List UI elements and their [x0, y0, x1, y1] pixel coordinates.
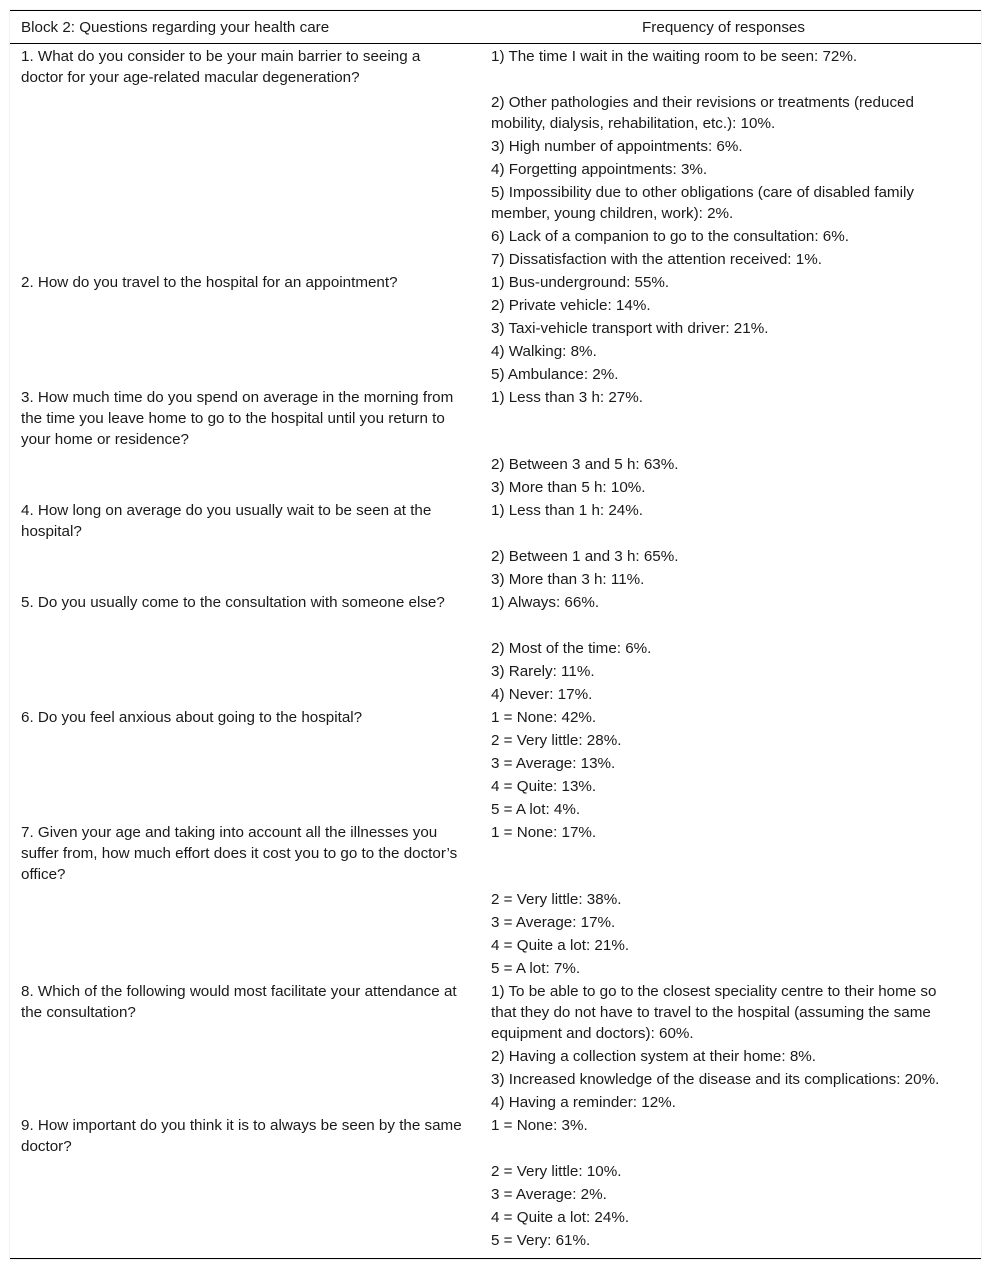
row-spacer: [491, 845, 951, 889]
survey-table: [10, 10, 981, 1259]
answer: 2) Other pathologies and their revisions or treatments (reduced mobility, dialysis, rehabilitation, etc.): 10%.: [491, 94, 914, 132]
answer: 1) Bus-underground: 55%.: [491, 274, 670, 291]
answer: 3 = Average: 13%.: [491, 755, 616, 772]
header-question-column: Block 2: Questions regarding your health care: [21, 18, 330, 36]
table-row: [10, 981, 981, 1115]
answer: 3) Increased knowledge of the disease and its complications: 20%.: [491, 1071, 940, 1088]
table-header: [10, 11, 981, 44]
row-spacer: [491, 410, 951, 454]
answer: 4) Forgetting appointments: 3%.: [491, 161, 708, 178]
question-cell: 8. Which of the following would most facilitate your attendance at the consultation?: [21, 983, 457, 1021]
question-cell: 3. How much time do you spend on average in the morning from the time you leave home to go to the hospital until you return to your home or residence?: [21, 389, 454, 448]
response-cell: [480, 272, 981, 387]
answer: 1) Always: 66%.: [491, 594, 600, 611]
answer: 3 = Average: 17%.: [491, 914, 616, 931]
answer: 4) Having a reminder: 12%.: [491, 1094, 676, 1111]
answer: 1) To be able to go to the closest speciality centre to their home so that they do not have to travel to the hospital (assuming the same equipment and doctors): 60%.: [491, 983, 937, 1042]
question-cell: 6. Do you feel anxious about going to the hospital?: [21, 709, 363, 726]
answer: 5 = Very: 61%.: [491, 1232, 591, 1249]
answer: 2) Between 1 and 3 h: 65%.: [491, 548, 679, 565]
table-body: [10, 44, 981, 1258]
answer: 1) Less than 1 h: 24%.: [491, 502, 643, 519]
response-cell: [480, 707, 981, 822]
answer: 4) Never: 17%.: [491, 686, 593, 703]
row-spacer: [491, 615, 951, 638]
answer: 1 = None: 17%.: [491, 824, 597, 841]
answer: 2 = Very little: 38%.: [491, 891, 622, 908]
answer: 5 = A lot: 4%.: [491, 801, 581, 818]
answer: 3) High number of appointments: 6%.: [491, 138, 743, 155]
answer: 2 = Very little: 28%.: [491, 732, 622, 749]
answer: 6) Lack of a companion to go to the consultation: 6%.: [491, 228, 849, 245]
question-cell: 5. Do you usually come to the consultation with someone else?: [21, 594, 445, 611]
question-cell: 7. Given your age and taking into account all the illnesses you suffer from, how much effort does it cost you to go to the doctor’s office?: [21, 824, 458, 883]
response-cell: [480, 46, 981, 272]
response-cell: [480, 1115, 981, 1253]
answer: 5) Ambulance: 2%.: [491, 366, 619, 383]
row-spacer: [491, 1138, 951, 1161]
table-row: [10, 822, 981, 981]
answer: 2) Private vehicle: 14%.: [491, 297, 651, 314]
answer: 2) Having a collection system at their home: 8%.: [491, 1048, 816, 1065]
answer: 3) Taxi-vehicle transport with driver: 21%.: [491, 320, 769, 337]
answer: 2) Between 3 and 5 h: 63%.: [491, 456, 679, 473]
answer: 2) Most of the time: 6%.: [491, 640, 652, 657]
answer: 3) More than 3 h: 11%.: [491, 571, 645, 588]
table-row: [10, 707, 981, 822]
table-row: [10, 1115, 981, 1253]
answer: 1 = None: 3%.: [491, 1117, 588, 1134]
answer: 1) The time I wait in the waiting room to be seen: 72%.: [491, 48, 858, 65]
table-row: [10, 272, 981, 387]
response-cell: [480, 822, 981, 981]
question-cell: 9. How important do you think it is to always be seen by the same doctor?: [21, 1117, 462, 1155]
answer: 7) Dissatisfaction with the attention received: 1%.: [491, 251, 822, 268]
row-spacer: [491, 523, 951, 546]
answer: 4 = Quite: 13%.: [491, 778, 597, 795]
answer: 2 = Very little: 10%.: [491, 1163, 622, 1180]
question-cell: 1. What do you consider to be your main barrier to seeing a doctor for your age-related macular degeneration?: [21, 48, 421, 86]
answer: 3 = Average: 2%.: [491, 1186, 607, 1203]
table-row: [10, 46, 981, 272]
answer: 3) Rarely: 11%.: [491, 663, 595, 680]
row-spacer: [491, 69, 951, 92]
answer: 3) More than 5 h: 10%.: [491, 479, 646, 496]
response-cell: [480, 981, 981, 1115]
answer: 4 = Quite a lot: 24%.: [491, 1209, 630, 1226]
table-row: [10, 387, 981, 500]
answer: 1) Less than 3 h: 27%.: [491, 389, 643, 406]
answer: 1 = None: 42%.: [491, 709, 597, 726]
table-row: [10, 592, 981, 707]
response-cell: [480, 592, 981, 707]
question-cell: 2. How do you travel to the hospital for an appointment?: [21, 274, 398, 291]
answer: 4) Walking: 8%.: [491, 343, 597, 360]
response-cell: [480, 500, 981, 592]
answer: 5 = A lot: 7%.: [491, 960, 581, 977]
response-cell: [480, 387, 981, 500]
answer: 5) Impossibility due to other obligations (care of disabled family member, young children, work): 2%.: [491, 184, 914, 222]
header-response-column: Frequency of responses: [642, 18, 805, 36]
answer: 4 = Quite a lot: 21%.: [491, 937, 630, 954]
table-row: [10, 500, 981, 592]
question-cell: 4. How long on average do you usually wait to be seen at the hospital?: [21, 502, 432, 540]
